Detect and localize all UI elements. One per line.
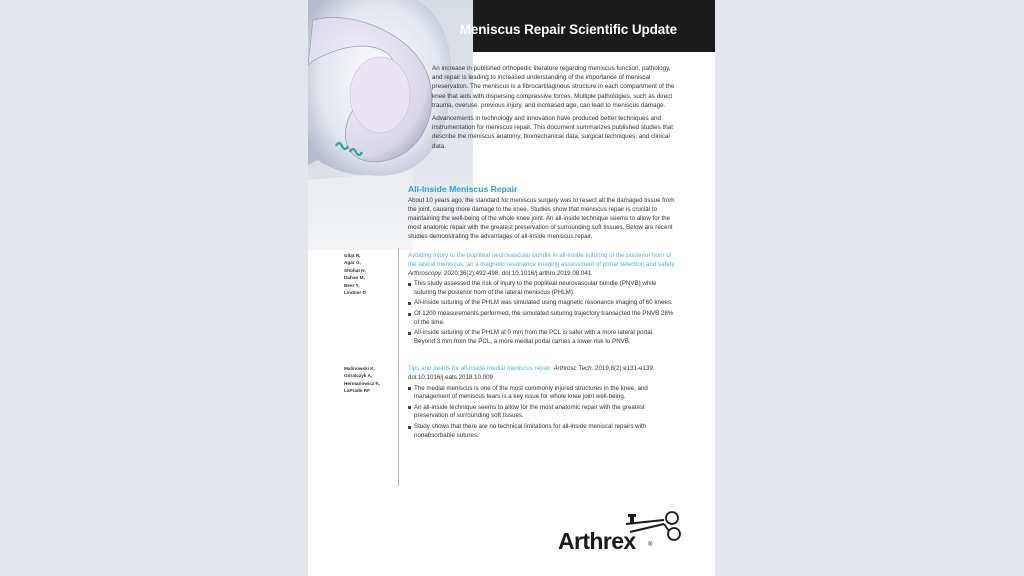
author: Hermanowicz K, (344, 380, 381, 386)
study-2-bullets (408, 385, 676, 441)
vertical-divider (398, 248, 399, 486)
study-2-title-link[interactable]: Tips and pearls for all-inside medial meniscus repair. (408, 365, 552, 372)
arthrex-logo (556, 510, 686, 554)
study-2-reference: 2019;8(2):e131-e139. doi:10.1016/j.eats.2018.10.009 (408, 365, 655, 381)
author: Dahan M, (344, 275, 365, 281)
study-1 (408, 252, 676, 348)
list-item: All-inside suturing of the PHLM at 0 mm from the PCL is safer with a more lateral portal. Beyond 3 mm from the PCL, a more medial portal carries a lower risk to PNVB. (408, 329, 676, 347)
list-item: An all-inside technique seems to allow for the most anatomic repair with the greatest preservation of surrounding soft tissues. (408, 404, 676, 422)
author: Agar G, (344, 260, 361, 266)
study-2-authors (344, 365, 380, 395)
author: Gilat R, (344, 253, 361, 258)
intro-paragraph-2: Advancements in technology and innovation have produced better techniques and instrumentation for meniscus repair. This document summarizes published studies that describe the meniscus anatomy, biomechanical data, surgical techniques, and clinical data. (432, 115, 674, 150)
study-2-journal: Arthrosc Tech. (553, 365, 594, 372)
list-item: The medial meniscus is one of the most commonly injured structures in the knee, and management of meniscus tears is a key issue for whole knee joint well-being. (408, 385, 676, 403)
author: Malinowski K, (344, 366, 375, 371)
study-2 (408, 365, 676, 442)
list-item: This study assessed the risk of injury to the popliteal neurovascular bundle (PNVB) while suturing the posterior horn of the lateral meniscus (PHLM). (408, 280, 676, 298)
logo-wordmark: Arthrex (558, 528, 636, 554)
study-2-citation (408, 365, 676, 383)
study-1-authors (344, 252, 366, 296)
author: LaPrade RF (344, 388, 371, 394)
document-page (308, 0, 715, 576)
intro-paragraph-1: An increase in published orthopedic literature regarding meniscus function, pathology, and repair is leading to increased understanding of the importance of meniscal preservation. The meniscus is a fibrocartilaginous structure in each compartment of the knee that aids with dispersing compressive forces. Multiple pathologies, such as direct trauma, overuse, previous injury, and increased age, can lead to meniscus damage. (432, 65, 675, 109)
list-item: All-inside suturing of the PHLM was simulated using magnetic resonance imaging of 60 knees. (408, 299, 676, 308)
study-1-reference: 2020;36(2):492-498. doi:10.1016/j.arthro.2019.08.041 (444, 269, 592, 277)
document-title: Meniscus Repair Scientific Update (459, 22, 677, 37)
author: Lindner D (344, 290, 366, 296)
list-item: Of 1200 measurements performed, the simulated suturing trajectory transected the PNVB 28% of the time. (408, 310, 676, 328)
section-body: About 10 years ago, the standard for meniscus surgery was to resect all the damaged tissue from the joint, causing more damage to the knee. Studies show that meniscus repair is crucial to maintaining the well-being of the whole knee joint. An all-inside technique seems to allow for the most anatomic repair with the greatest preservation of surrounding soft tissues. Below are recent studies demonstrating the advantages of all-inside meniscus repair. (408, 197, 675, 241)
section-heading: All-Inside Meniscus Repair (408, 184, 518, 194)
study-1-journal: Arthroscopy. (408, 269, 443, 277)
intro-text (432, 64, 677, 155)
study-1-citation (408, 252, 676, 278)
author: Shohat N, (344, 267, 366, 273)
study-1-bullets (408, 280, 676, 346)
registered-mark: ® (648, 542, 653, 548)
author: Beer Y, (344, 282, 360, 288)
author: Góralczyk A, (344, 373, 373, 379)
study-1-title-link[interactable]: Avoiding injury to the popliteal neurovascular bundle in all-inside suturing of the posterior horn of the lateral meniscus: an a magnetic resonance imaging assessment of portal selection and safety. (408, 252, 676, 268)
list-item: Study shows that there are no technical limitations for all-inside meniscal repairs with nonabsorbable sutures. (408, 423, 676, 441)
